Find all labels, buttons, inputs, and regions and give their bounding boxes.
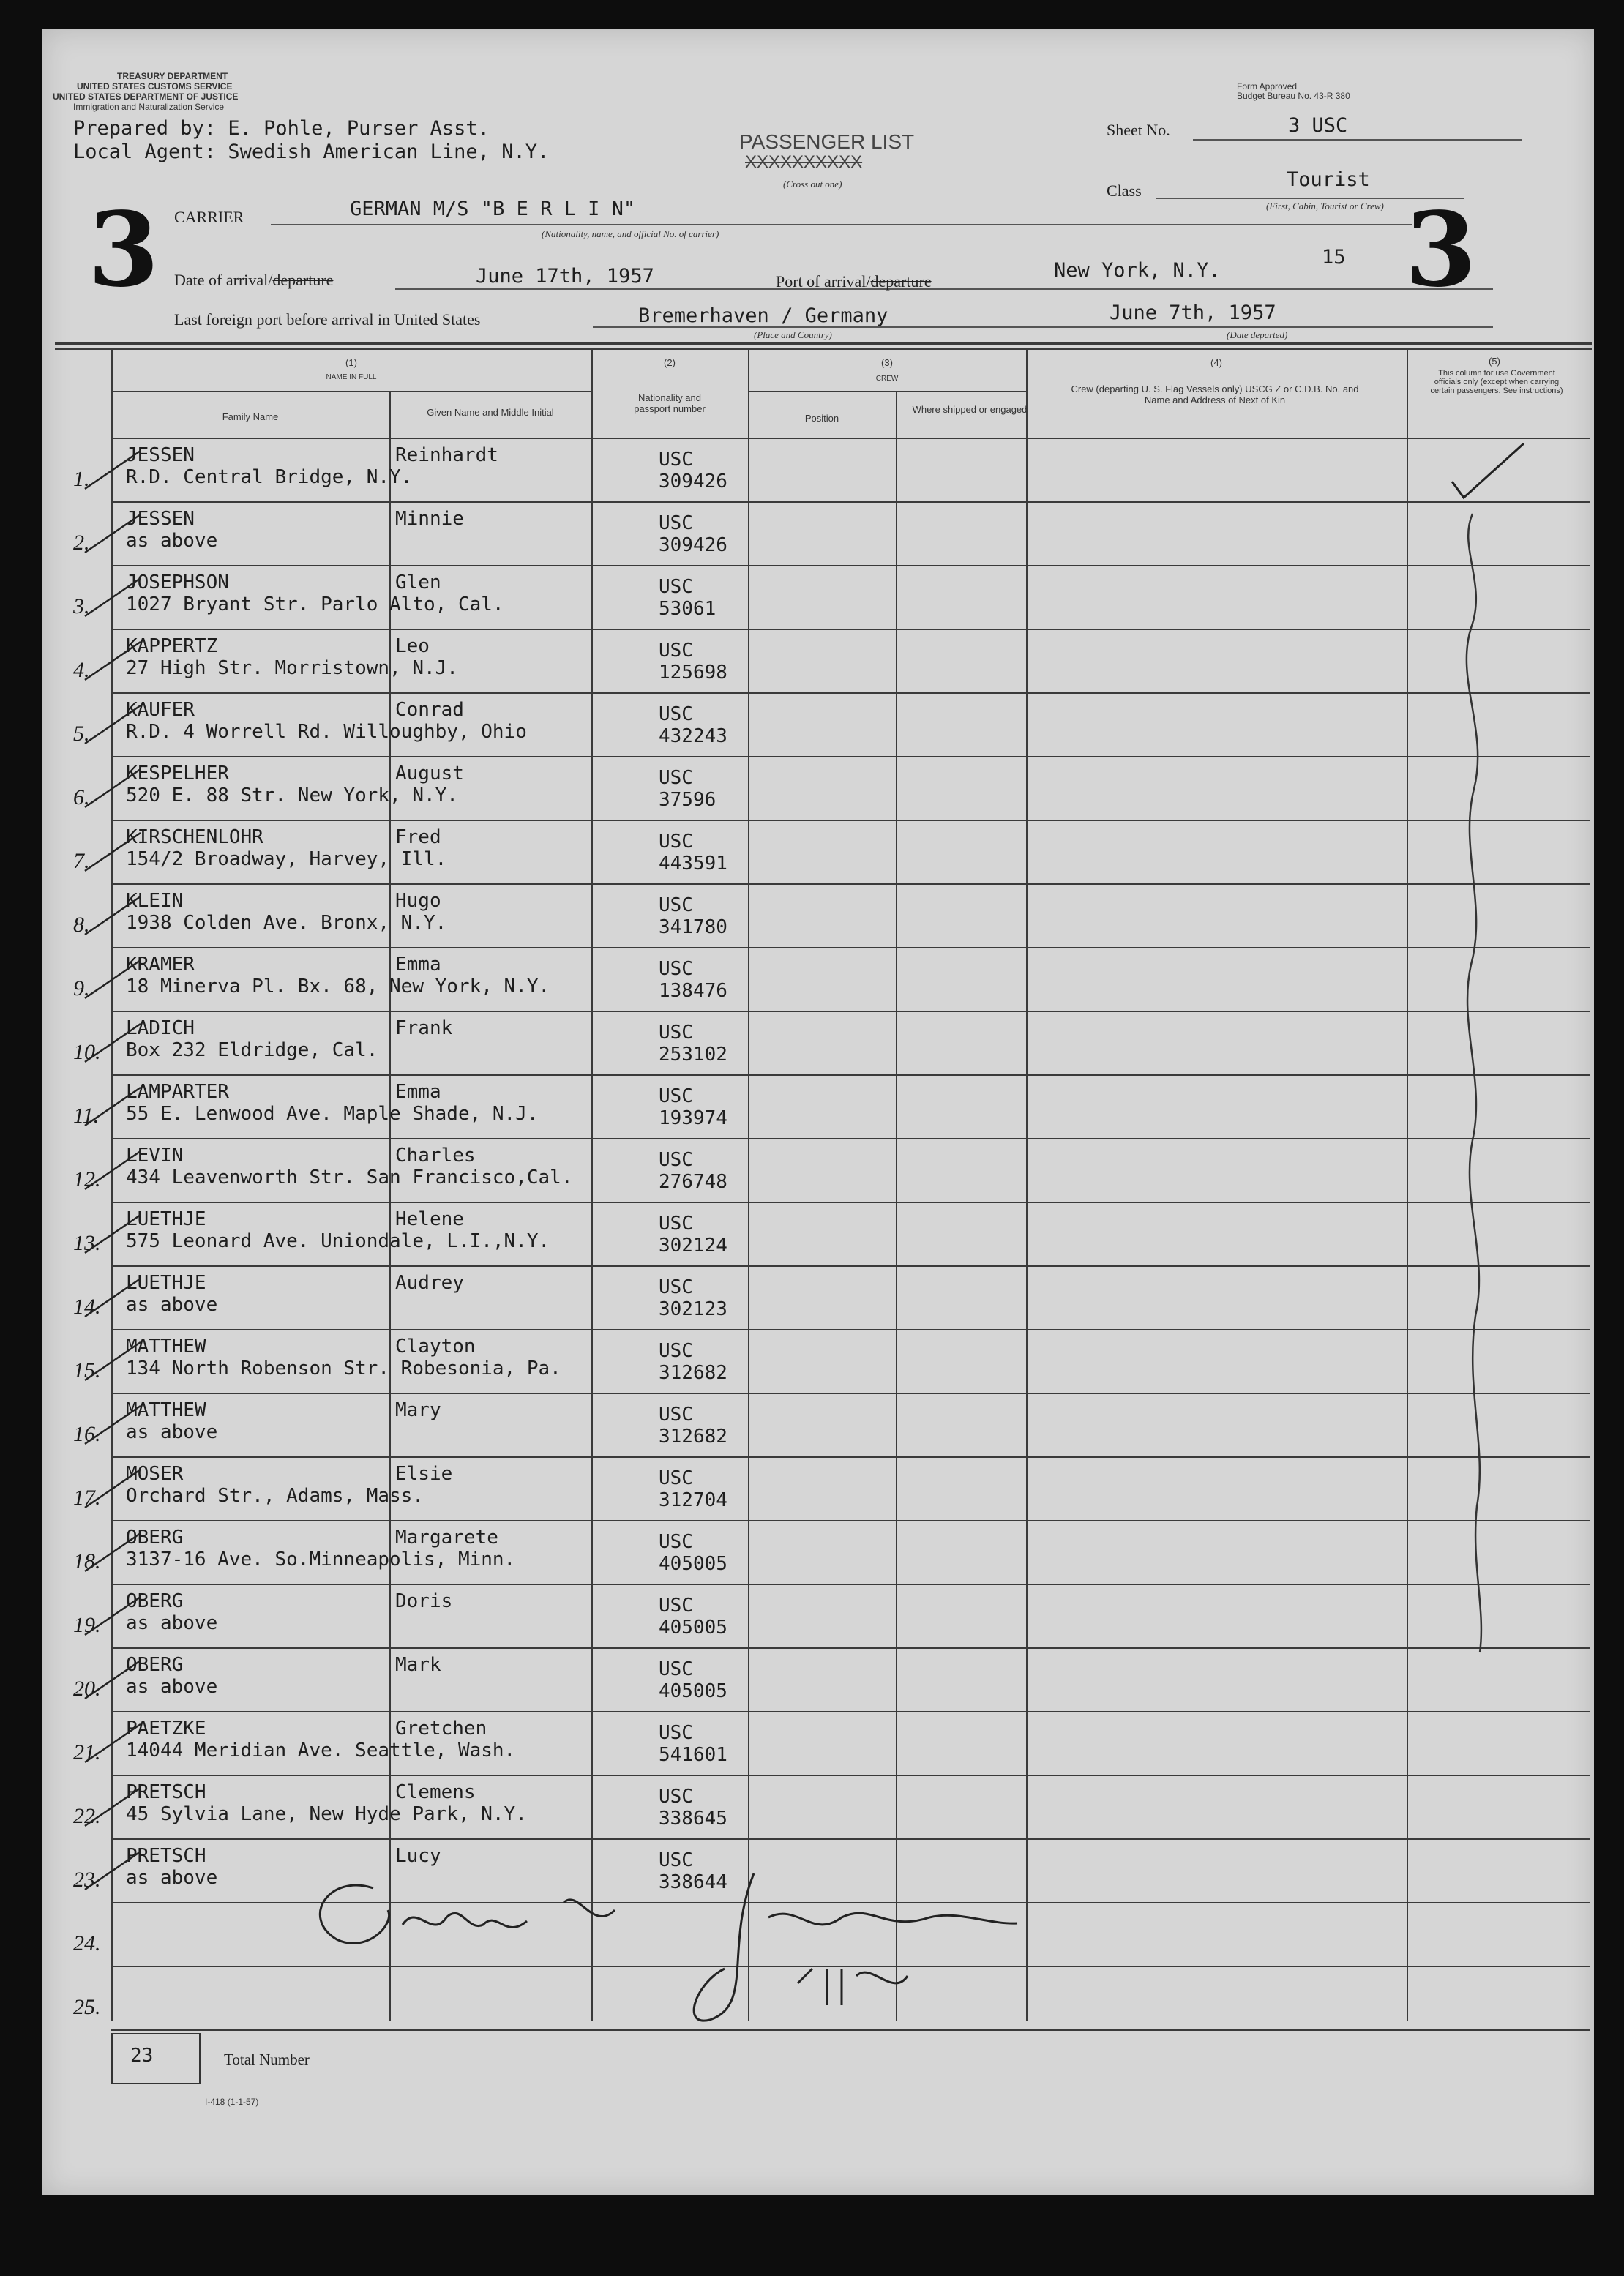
family-name: KAUFER: [126, 699, 195, 721]
col2-number: (2): [664, 357, 676, 368]
row-number: 2.: [73, 531, 90, 555]
address-line: 55 E. Lenwood Ave. Maple Shade, N.J.: [126, 1103, 539, 1125]
address-line: 1027 Bryant Str. Parlo Alto, Cal.: [126, 594, 504, 615]
tick-mark: [82, 1785, 148, 1829]
row-number: 5.: [73, 722, 90, 746]
row-number: 23.: [73, 1868, 101, 1892]
family-name: MATTHEW: [126, 1336, 206, 1358]
nationality: USC: [659, 1786, 693, 1808]
row-number: 20.: [73, 1677, 101, 1701]
row-divider: [111, 1074, 1590, 1076]
given-name: Leo: [395, 635, 430, 657]
tick-mark: [82, 703, 148, 746]
class-caption: (First, Cabin, Tourist or Crew): [1266, 201, 1384, 211]
nationality: USC: [659, 1276, 693, 1298]
last-port-value: Bremerhaven / Germany: [638, 304, 888, 327]
tick-mark: [82, 1212, 148, 1256]
given-name: Clemens: [395, 1781, 476, 1803]
passport-number: 443591: [659, 853, 727, 875]
family-name: OBERG: [126, 1654, 184, 1676]
cross-out-caption: (Cross out one): [783, 179, 842, 190]
col3a-header: Position: [804, 413, 839, 424]
row-divider: [111, 629, 1590, 630]
passport-number: 125698: [659, 662, 727, 684]
address-line: 434 Leavenworth Str. San Francisco,Cal.: [126, 1167, 573, 1188]
address-line: 45 Sylvia Lane, New Hyde Park, N.Y.: [126, 1803, 527, 1825]
last-port-caption: (Place and Country): [754, 329, 832, 340]
nationality: USC: [659, 1722, 693, 1744]
passport-number: 302124: [659, 1235, 727, 1257]
prepared-by: Prepared by: E. Pohle, Purser Asst.: [73, 117, 490, 140]
passport-number: 302123: [659, 1298, 727, 1320]
agency-line-3: UNITED STATES DEPARTMENT OF JUSTICE: [53, 91, 239, 102]
nationality: USC: [659, 958, 693, 980]
nationality: USC: [659, 1531, 693, 1553]
passport-number: 405005: [659, 1553, 727, 1575]
tick-mark: [82, 1339, 148, 1383]
row-number: 11.: [73, 1104, 100, 1128]
row-divider: [111, 692, 1590, 694]
address-line: 18 Minerva Pl. Bx. 68, New York, N.Y.: [126, 976, 550, 997]
given-name: Helene: [395, 1208, 464, 1230]
sheet-big-number-right: 3: [1405, 190, 1477, 310]
nationality: USC: [659, 1849, 693, 1871]
agency-line-1: TREASURY DEPARTMENT: [117, 71, 228, 81]
row-divider: [111, 1393, 1590, 1394]
total-number-label: Total Number: [224, 2051, 310, 2068]
row-divider: [111, 1775, 1590, 1776]
nationality: USC: [659, 1340, 693, 1362]
passport-number: 309426: [659, 534, 727, 556]
nationality: USC: [659, 1467, 693, 1489]
tick-mark: [82, 1467, 148, 1511]
row-number: 24.: [73, 1931, 101, 1955]
passport-number: 338644: [659, 1871, 727, 1893]
given-name: Mary: [395, 1399, 441, 1421]
row-number: 25.: [73, 1995, 101, 2019]
tick-mark: [82, 1721, 148, 1765]
row-divider: [111, 1647, 1590, 1649]
given-name: Hugo: [395, 890, 441, 912]
address-line: as above: [126, 1867, 218, 1889]
family-name: KLEIN: [126, 890, 184, 912]
row-number: 16.: [73, 1422, 101, 1446]
row-divider: [111, 501, 1590, 503]
passport-number: 253102: [659, 1044, 727, 1066]
passport-number: 338645: [659, 1808, 727, 1830]
row-number: 21.: [73, 1740, 101, 1764]
family-name: PRETSCH: [126, 1845, 206, 1867]
given-name: Charles: [395, 1145, 476, 1167]
col3-title: CREW: [875, 375, 899, 383]
tick-mark: [82, 1276, 148, 1319]
address-line: 520 E. 88 Str. New York, N.Y.: [126, 785, 458, 806]
address-line: as above: [126, 1676, 218, 1698]
family-name: MOSER: [126, 1463, 184, 1485]
tick-mark: [82, 448, 148, 492]
tick-mark: [82, 1021, 148, 1065]
passport-number: 405005: [659, 1617, 727, 1639]
row-number: 17.: [73, 1486, 101, 1510]
given-name: Emma: [395, 1081, 441, 1103]
family-name: MATTHEW: [126, 1399, 206, 1421]
nationality: USC: [659, 1595, 693, 1617]
tick-mark: [82, 512, 148, 555]
row-number: 3.: [73, 594, 90, 618]
row-divider: [111, 1202, 1590, 1203]
row-number: 14.: [73, 1295, 101, 1319]
carrier-label: CARRIER: [174, 208, 244, 226]
nationality: USC: [659, 1022, 693, 1044]
given-name: Doris: [395, 1590, 453, 1612]
passport-number: 312682: [659, 1362, 727, 1384]
given-name: Mark: [395, 1654, 441, 1676]
row-divider: [111, 1711, 1590, 1712]
col1b-header: Given Name and Middle Initial: [427, 407, 554, 418]
address-line: 27 High Str. Morristown, N.J.: [126, 657, 458, 679]
given-name: Emma: [395, 954, 441, 976]
nationality: USC: [659, 1213, 693, 1235]
agency-line-4: Immigration and Naturalization Service: [73, 102, 225, 112]
given-name: August: [395, 763, 464, 785]
family-name: LADICH: [126, 1017, 195, 1039]
form-number: I-418 (1-1-57): [205, 2097, 259, 2107]
family-name: KESPELHER: [126, 763, 229, 785]
carrier-caption: (Nationality, name, and official No. of carrier): [542, 228, 719, 239]
row-number: 7.: [73, 849, 90, 873]
tick-mark: [82, 1658, 148, 1702]
family-name: PRETSCH: [126, 1781, 206, 1803]
passport-number: 432243: [659, 725, 727, 747]
passport-number: 193974: [659, 1107, 727, 1129]
address-line: 14044 Meridian Ave. Seattle, Wash.: [126, 1740, 516, 1762]
family-name: JOSEPHSON: [126, 572, 229, 594]
col4-number: (4): [1210, 357, 1222, 368]
col1-number: (1): [345, 357, 357, 368]
given-name: Margarete: [395, 1527, 498, 1549]
family-name: LUETHJE: [126, 1272, 206, 1294]
address-line: 134 North Robenson Str. Robesonia, Pa.: [126, 1358, 561, 1380]
row-divider: [111, 883, 1590, 885]
tick-mark: [82, 1403, 148, 1447]
tick-mark: [82, 894, 148, 937]
address-line: 154/2 Broadway, Harvey, Ill.: [126, 848, 447, 870]
sheet-big-number-left: 3: [88, 190, 160, 310]
given-name: Reinhardt: [395, 444, 498, 466]
family-name: OBERG: [126, 1527, 184, 1549]
nationality: USC: [659, 512, 693, 534]
agency-line-2: UNITED STATES CUSTOMS SERVICE: [77, 81, 233, 91]
tick-mark: [82, 830, 148, 874]
given-name: Lucy: [395, 1845, 441, 1867]
col3b-header: Where shipped or engaged: [912, 404, 1028, 415]
row-divider: [111, 1138, 1590, 1139]
col1-title: NAME IN FULL: [326, 373, 377, 381]
given-name: Gretchen: [395, 1718, 487, 1740]
address-line: as above: [126, 1612, 218, 1634]
given-name: Fred: [395, 826, 441, 848]
address-line: as above: [126, 1294, 218, 1316]
given-name: Conrad: [395, 699, 464, 721]
row-divider: [111, 1838, 1590, 1840]
address-line: as above: [126, 530, 218, 552]
list-title: PASSENGER LIST: [739, 130, 915, 153]
row-number: 19.: [73, 1613, 101, 1637]
row-number: 22.: [73, 1804, 101, 1828]
row-number: 6.: [73, 785, 90, 809]
address-line: 3137-16 Ave. So.Minneapolis, Minn.: [126, 1549, 516, 1571]
passport-number: 312682: [659, 1426, 727, 1448]
local-agent: Local Agent: Swedish American Line, N.Y.: [73, 141, 550, 163]
passport-number: 138476: [659, 980, 727, 1002]
form-approved: Form Approved: [1237, 81, 1298, 91]
signature-handwritten: [285, 1859, 1090, 2034]
nationality: USC: [659, 703, 693, 725]
total-number-value: 23: [130, 2045, 154, 2067]
address-line: 1938 Colden Ave. Bronx, N.Y.: [126, 912, 447, 934]
col5-header: This column for use Government officials only (except when carrying certain passengers. See instructions): [1430, 369, 1563, 395]
row-divider: [111, 820, 1590, 821]
row-divider: [111, 565, 1590, 566]
family-name: LEVIN: [126, 1145, 184, 1167]
row-number: 8.: [73, 913, 90, 937]
port-value: New York, N.Y.: [1054, 259, 1221, 282]
row-divider: [111, 1520, 1590, 1521]
list-title-struck: XXXXXXXXXX: [745, 152, 863, 172]
given-name: Elsie: [395, 1463, 453, 1485]
port-label: Port of arrival/departure: [776, 272, 932, 291]
row-divider: [111, 1456, 1590, 1458]
family-name: KIRSCHENLOHR: [126, 826, 263, 848]
given-name: Glen: [395, 572, 441, 594]
given-name: Clayton: [395, 1336, 476, 1358]
given-name: Minnie: [395, 508, 464, 530]
address-line: Orchard Str., Adams, Mass.: [126, 1485, 424, 1507]
row-number: 10.: [73, 1040, 101, 1064]
passport-number: 309426: [659, 471, 727, 493]
carrier-value: GERMAN M/S "B E R L I N": [350, 198, 636, 220]
tick-mark: [82, 1594, 148, 1638]
count-value: 15: [1322, 246, 1346, 269]
family-name: JESSEN: [126, 444, 195, 466]
tick-mark: [82, 1849, 148, 1893]
row-number: 15.: [73, 1358, 101, 1382]
row-number: 12.: [73, 1167, 101, 1191]
nationality: USC: [659, 1085, 693, 1107]
passport-number: 341780: [659, 916, 727, 938]
date-arrival-value: June 17th, 1957: [476, 265, 654, 288]
nationality: USC: [659, 1658, 693, 1680]
address-line: as above: [126, 1421, 218, 1443]
row-number: 4.: [73, 658, 90, 682]
passport-number: 37596: [659, 789, 716, 811]
family-name: KRAMER: [126, 954, 195, 976]
family-name: LAMPARTER: [126, 1081, 229, 1103]
tick-mark: [82, 1148, 148, 1192]
col1a-header: Family Name: [222, 411, 279, 422]
date-departed-caption: (Date departed): [1227, 329, 1288, 340]
date-departed-value: June 7th, 1957: [1110, 302, 1276, 324]
col2-header: Nationality and passport number: [634, 392, 706, 414]
family-name: OBERG: [126, 1590, 184, 1612]
passport-number: 405005: [659, 1680, 727, 1702]
budget-bureau: Budget Bureau No. 43-R 380: [1237, 91, 1350, 101]
nationality: USC: [659, 894, 693, 916]
tick-mark: [82, 1085, 148, 1128]
tick-mark: [82, 957, 148, 1001]
given-name: Audrey: [395, 1272, 464, 1294]
passport-number: 276748: [659, 1171, 727, 1193]
family-name: LUETHJE: [126, 1208, 206, 1230]
row-number: 18.: [73, 1549, 101, 1573]
col5-number: (5): [1489, 356, 1500, 367]
row-divider: [111, 1011, 1590, 1012]
class-value: Tourist: [1287, 168, 1370, 191]
row-number: 9.: [73, 976, 90, 1000]
family-name: JESSEN: [126, 508, 195, 530]
row-number: 13.: [73, 1231, 101, 1255]
official-check-mark: [1407, 438, 1553, 2018]
col4-header: Crew (departing U. S. Flag Vessels only) USCG Z or C.D.B. No. and Name and Address of Next of Kin: [1071, 383, 1359, 405]
last-port-label: Last foreign port before arrival in United States: [174, 310, 481, 329]
nationality: USC: [659, 831, 693, 853]
nationality: USC: [659, 767, 693, 789]
row-divider: [111, 1265, 1590, 1267]
row-divider: [111, 1584, 1590, 1585]
nationality: USC: [659, 449, 693, 471]
nationality: USC: [659, 1149, 693, 1171]
address-line: R.D. Central Bridge, N.Y.: [126, 466, 413, 488]
row-divider: [111, 756, 1590, 757]
sheet-value: 3 USC: [1288, 114, 1348, 137]
passport-number: 53061: [659, 598, 716, 620]
row-number: 1.: [73, 467, 90, 491]
date-arrival-label: Date of arrival/departure: [174, 271, 334, 289]
passport-number: 312704: [659, 1489, 727, 1511]
family-name: KAPPERTZ: [126, 635, 218, 657]
family-name: PAETZKE: [126, 1718, 206, 1740]
tick-mark: [82, 1530, 148, 1574]
given-name: Frank: [395, 1017, 453, 1039]
address-line: 575 Leonard Ave. Uniondale, L.I.,N.Y.: [126, 1230, 550, 1252]
tick-mark: [82, 766, 148, 810]
address-line: R.D. 4 Worrell Rd. Willoughby, Ohio: [126, 721, 527, 743]
class-label: Class: [1107, 181, 1142, 200]
col3-number: (3): [881, 357, 893, 368]
row-divider: [111, 1329, 1590, 1330]
passport-number: 541601: [659, 1744, 727, 1766]
nationality: USC: [659, 1404, 693, 1426]
nationality: USC: [659, 576, 693, 598]
nationality: USC: [659, 640, 693, 662]
sheet-label: Sheet No.: [1107, 121, 1170, 139]
tick-mark: [82, 639, 148, 683]
row-divider: [111, 947, 1590, 948]
tick-mark: [82, 575, 148, 619]
address-line: Box 232 Eldridge, Cal.: [126, 1039, 378, 1061]
